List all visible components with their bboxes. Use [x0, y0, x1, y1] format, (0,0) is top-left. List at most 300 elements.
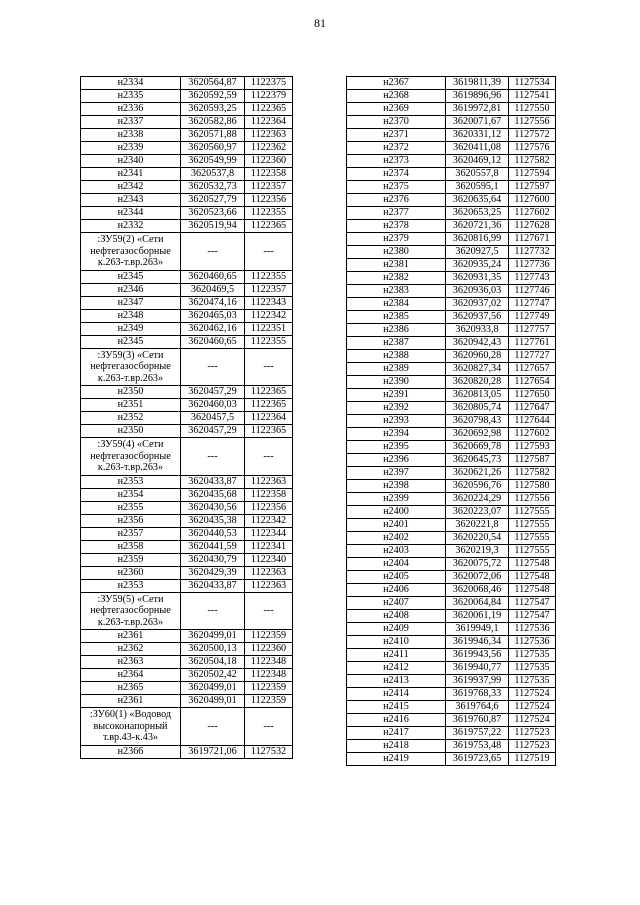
y-coordinate: 1127555: [509, 532, 556, 545]
point-id: н2416: [347, 714, 446, 727]
x-coordinate: 3620937,02: [446, 298, 509, 311]
table-row: [81, 643, 293, 656]
point-id: н2337: [81, 116, 181, 129]
point-id: н2388: [347, 350, 446, 363]
point-id: н2373: [347, 155, 446, 168]
point-id: н2346: [81, 283, 181, 296]
table-row: [81, 475, 293, 488]
x-coordinate: 3620499,01: [181, 695, 245, 708]
table-row: [347, 558, 556, 571]
point-id: н2389: [347, 363, 446, 376]
x-coordinate: 3620557,8: [446, 168, 509, 181]
x-coordinate: 3620502,42: [181, 669, 245, 682]
y-coordinate: 1127761: [509, 337, 556, 350]
table-row: [347, 467, 556, 480]
x-coordinate: 3620469,12: [446, 155, 509, 168]
x-coordinate: 3620692,98: [446, 428, 509, 441]
point-id: н2402: [347, 532, 446, 545]
table-row: [347, 506, 556, 519]
x-coordinate: 3620469,5: [181, 283, 245, 296]
section-title: :ЗУ59(3) «Сети нефтегазосборные к.263-т.вр.263»: [81, 348, 181, 386]
y-coordinate: 1122348: [245, 669, 293, 682]
section-row: [81, 708, 293, 746]
y-coordinate: 1122355: [245, 207, 293, 220]
y-coordinate: 1127597: [509, 181, 556, 194]
x-coordinate: 3620820,28: [446, 376, 509, 389]
x-coordinate: 3620537,8: [181, 168, 245, 181]
x-coordinate: 3619937,99: [446, 675, 509, 688]
point-id: н2347: [81, 296, 181, 309]
x-coordinate: 3620221,8: [446, 519, 509, 532]
y-coordinate: 1122365: [245, 386, 293, 399]
y-coordinate: 1122348: [245, 656, 293, 669]
table-row: [81, 181, 293, 194]
x-coordinate: 3619940,77: [446, 662, 509, 675]
coordinates-table-left: [80, 76, 293, 759]
table-row: [347, 116, 556, 129]
point-id: н2398: [347, 480, 446, 493]
table-row: [81, 656, 293, 669]
table-row: [347, 376, 556, 389]
y-coordinate: 1127576: [509, 142, 556, 155]
point-id: н2344: [81, 207, 181, 220]
table-row: [347, 350, 556, 363]
y-coordinate: ---: [245, 592, 293, 630]
point-id: н2354: [81, 488, 181, 501]
table-row: [347, 623, 556, 636]
table-row: [81, 488, 293, 501]
y-coordinate: 1122359: [245, 630, 293, 643]
y-coordinate: 1122358: [245, 488, 293, 501]
y-coordinate: 1127524: [509, 701, 556, 714]
table-row: [81, 322, 293, 335]
x-coordinate: 3620816,99: [446, 233, 509, 246]
x-coordinate: 3619723,65: [446, 753, 509, 766]
point-id: н2353: [81, 475, 181, 488]
x-coordinate: 3619946,34: [446, 636, 509, 649]
table-row: [81, 296, 293, 309]
point-id: н2404: [347, 558, 446, 571]
point-id: н2367: [347, 77, 446, 90]
point-id: н2357: [81, 527, 181, 540]
x-coordinate: 3620457,29: [181, 386, 245, 399]
table-row: [347, 415, 556, 428]
x-coordinate: ---: [181, 592, 245, 630]
table-row: [81, 399, 293, 412]
y-coordinate: 1122359: [245, 682, 293, 695]
y-coordinate: 1122343: [245, 296, 293, 309]
table-row: [347, 389, 556, 402]
y-coordinate: ---: [245, 348, 293, 386]
table-row: [347, 649, 556, 662]
point-id: н2351: [81, 399, 181, 412]
table-row: [347, 701, 556, 714]
point-id: н2375: [347, 181, 446, 194]
x-coordinate: 3620827,34: [446, 363, 509, 376]
point-id: н2352: [81, 412, 181, 425]
point-id: н2368: [347, 90, 446, 103]
table-row: [347, 428, 556, 441]
table-row: [81, 207, 293, 220]
table-row: [347, 220, 556, 233]
y-coordinate: 1127736: [509, 259, 556, 272]
x-coordinate: 3620433,87: [181, 475, 245, 488]
y-coordinate: 1127600: [509, 194, 556, 207]
x-coordinate: 3620592,59: [181, 90, 245, 103]
table-row: [347, 337, 556, 350]
x-coordinate: 3620560,97: [181, 142, 245, 155]
table-row: [347, 480, 556, 493]
point-id: н2413: [347, 675, 446, 688]
table-row: [347, 714, 556, 727]
point-id: н2376: [347, 194, 446, 207]
y-coordinate: 1127541: [509, 90, 556, 103]
y-coordinate: 1122342: [245, 514, 293, 527]
table-row: [347, 90, 556, 103]
y-coordinate: ---: [245, 708, 293, 746]
table-row: [347, 532, 556, 545]
point-id: н2335: [81, 90, 181, 103]
point-id: н2385: [347, 311, 446, 324]
table-row: [347, 597, 556, 610]
x-coordinate: 3620440,53: [181, 527, 245, 540]
y-coordinate: 1122344: [245, 527, 293, 540]
x-coordinate: 3620071,67: [446, 116, 509, 129]
point-id: н2407: [347, 597, 446, 610]
x-coordinate: 3620460,03: [181, 399, 245, 412]
x-coordinate: 3619764,6: [446, 701, 509, 714]
x-coordinate: 3620474,16: [181, 296, 245, 309]
y-coordinate: 1127746: [509, 285, 556, 298]
x-coordinate: 3620460,65: [181, 270, 245, 283]
table-row: [81, 695, 293, 708]
table-row: [347, 233, 556, 246]
x-coordinate: 3620653,25: [446, 207, 509, 220]
table-row: [347, 441, 556, 454]
table-row: [347, 142, 556, 155]
x-coordinate: 3620936,03: [446, 285, 509, 298]
y-coordinate: 1122375: [245, 77, 293, 90]
x-coordinate: 3620523,66: [181, 207, 245, 220]
table-row: [81, 168, 293, 181]
table-row: [81, 566, 293, 579]
table-row: [81, 579, 293, 592]
x-coordinate: 3620223,07: [446, 506, 509, 519]
x-coordinate: ---: [181, 233, 245, 271]
x-coordinate: 3620933,8: [446, 324, 509, 337]
table-row: [81, 129, 293, 142]
y-coordinate: 1127749: [509, 311, 556, 324]
point-id: н2343: [81, 194, 181, 207]
point-id: н2414: [347, 688, 446, 701]
point-id: н2380: [347, 246, 446, 259]
x-coordinate: 3619943,56: [446, 649, 509, 662]
x-coordinate: ---: [181, 438, 245, 476]
table-row: [347, 571, 556, 584]
y-coordinate: 1127519: [509, 753, 556, 766]
x-coordinate: 3620582,86: [181, 116, 245, 129]
point-id: н2408: [347, 610, 446, 623]
x-coordinate: 3620430,79: [181, 553, 245, 566]
point-id: н2409: [347, 623, 446, 636]
table-row: [347, 727, 556, 740]
x-coordinate: 3620061,19: [446, 610, 509, 623]
table-row: [347, 610, 556, 623]
point-id: н2358: [81, 540, 181, 553]
y-coordinate: 1127547: [509, 610, 556, 623]
point-id: н2338: [81, 129, 181, 142]
y-coordinate: 1127535: [509, 675, 556, 688]
table-row: [347, 545, 556, 558]
x-coordinate: 3620072,06: [446, 571, 509, 584]
point-id: н2345: [81, 335, 181, 348]
table-row: [81, 745, 293, 758]
table-row: [347, 584, 556, 597]
x-coordinate: 3620813,05: [446, 389, 509, 402]
section-row: [81, 348, 293, 386]
y-coordinate: 1127732: [509, 246, 556, 259]
table-row: [81, 501, 293, 514]
y-coordinate: 1127536: [509, 636, 556, 649]
point-id: н2345: [81, 270, 181, 283]
y-coordinate: 1122365: [245, 399, 293, 412]
y-coordinate: 1122342: [245, 309, 293, 322]
x-coordinate: 3620430,56: [181, 501, 245, 514]
point-id: н2405: [347, 571, 446, 584]
table-row: [347, 636, 556, 649]
table-row: [81, 220, 293, 233]
table-row: [347, 168, 556, 181]
y-coordinate: 1127532: [245, 745, 293, 758]
point-id: н2410: [347, 636, 446, 649]
table-row: [81, 527, 293, 540]
table-row: [347, 181, 556, 194]
point-id: н2369: [347, 103, 446, 116]
x-coordinate: 3620593,25: [181, 103, 245, 116]
point-id: н2391: [347, 389, 446, 402]
point-id: н2336: [81, 103, 181, 116]
y-coordinate: 1127550: [509, 103, 556, 116]
point-id: н2349: [81, 322, 181, 335]
x-coordinate: 3620595,1: [446, 181, 509, 194]
y-coordinate: 1127757: [509, 324, 556, 337]
x-coordinate: 3620721,36: [446, 220, 509, 233]
table-row: [347, 493, 556, 506]
x-coordinate: 3619768,33: [446, 688, 509, 701]
table-row: [347, 298, 556, 311]
y-coordinate: 1127594: [509, 168, 556, 181]
point-id: н2356: [81, 514, 181, 527]
x-coordinate: 3620220,54: [446, 532, 509, 545]
y-coordinate: 1127587: [509, 454, 556, 467]
x-coordinate: 3620927,5: [446, 246, 509, 259]
table-row: [81, 412, 293, 425]
point-id: н2383: [347, 285, 446, 298]
table-row: [81, 283, 293, 296]
point-id: н2379: [347, 233, 446, 246]
point-id: н2355: [81, 501, 181, 514]
point-id: н2403: [347, 545, 446, 558]
x-coordinate: 3620935,24: [446, 259, 509, 272]
point-id: н2400: [347, 506, 446, 519]
y-coordinate: 1122355: [245, 335, 293, 348]
y-coordinate: 1127524: [509, 688, 556, 701]
point-id: н2364: [81, 669, 181, 682]
section-row: [81, 233, 293, 271]
y-coordinate: 1122359: [245, 695, 293, 708]
x-coordinate: 3620798,43: [446, 415, 509, 428]
x-coordinate: 3620931,35: [446, 272, 509, 285]
x-coordinate: 3620960,28: [446, 350, 509, 363]
section-title: :ЗУ60(1) «Водовод высоконапорный т.вр.43-к.43»: [81, 708, 181, 746]
point-id: н2382: [347, 272, 446, 285]
y-coordinate: 1122340: [245, 553, 293, 566]
point-id: н2332: [81, 220, 181, 233]
table-row: [81, 77, 293, 90]
table-row: [81, 425, 293, 438]
point-id: н2339: [81, 142, 181, 155]
y-coordinate: 1127535: [509, 662, 556, 675]
point-id: н2365: [81, 682, 181, 695]
y-coordinate: 1127644: [509, 415, 556, 428]
x-coordinate: 3620462,16: [181, 322, 245, 335]
section-title: :ЗУ59(4) «Сети нефтегазосборные к.263-т.вр.263»: [81, 438, 181, 476]
y-coordinate: 1127671: [509, 233, 556, 246]
section-row: [81, 438, 293, 476]
point-id: н2381: [347, 259, 446, 272]
point-id: н2377: [347, 207, 446, 220]
x-coordinate: 3620621,26: [446, 467, 509, 480]
y-coordinate: 1127523: [509, 727, 556, 740]
x-coordinate: 3620596,76: [446, 480, 509, 493]
table-row: [347, 207, 556, 220]
y-coordinate: 1127657: [509, 363, 556, 376]
point-id: н2350: [81, 425, 181, 438]
x-coordinate: 3620504,18: [181, 656, 245, 669]
y-coordinate: 1122362: [245, 142, 293, 155]
y-coordinate: 1127743: [509, 272, 556, 285]
x-coordinate: 3620942,43: [446, 337, 509, 350]
point-id: н2350: [81, 386, 181, 399]
point-id: н2418: [347, 740, 446, 753]
x-coordinate: 3620564,87: [181, 77, 245, 90]
table-row: [81, 682, 293, 695]
table-row: [81, 155, 293, 168]
y-coordinate: 1127602: [509, 207, 556, 220]
table-row: [81, 630, 293, 643]
y-coordinate: 1122379: [245, 90, 293, 103]
y-coordinate: 1122363: [245, 475, 293, 488]
y-coordinate: 1122360: [245, 643, 293, 656]
point-id: н2395: [347, 441, 446, 454]
table-row: [81, 669, 293, 682]
point-id: н2360: [81, 566, 181, 579]
table-row: [347, 194, 556, 207]
y-coordinate: 1122360: [245, 155, 293, 168]
y-coordinate: 1122363: [245, 566, 293, 579]
y-coordinate: 1122363: [245, 129, 293, 142]
x-coordinate: 3620645,73: [446, 454, 509, 467]
table-row: [81, 142, 293, 155]
y-coordinate: 1127548: [509, 584, 556, 597]
table-row: [347, 129, 556, 142]
y-coordinate: 1127534: [509, 77, 556, 90]
table-row: [347, 662, 556, 675]
y-coordinate: 1122358: [245, 168, 293, 181]
x-coordinate: 3620465,03: [181, 309, 245, 322]
y-coordinate: 1127555: [509, 519, 556, 532]
x-coordinate: 3620527,79: [181, 194, 245, 207]
x-coordinate: 3620571,88: [181, 129, 245, 142]
x-coordinate: 3619760,87: [446, 714, 509, 727]
table-row: [81, 309, 293, 322]
point-id: н2374: [347, 168, 446, 181]
x-coordinate: 3620499,01: [181, 682, 245, 695]
point-id: н2342: [81, 181, 181, 194]
x-coordinate: 3620429,39: [181, 566, 245, 579]
y-coordinate: 1122365: [245, 220, 293, 233]
point-id: н2406: [347, 584, 446, 597]
table-row: [81, 553, 293, 566]
table-row: [347, 753, 556, 766]
x-coordinate: 3620435,68: [181, 488, 245, 501]
x-coordinate: 3620500,13: [181, 643, 245, 656]
table-row: [347, 246, 556, 259]
y-coordinate: 1127580: [509, 480, 556, 493]
table-row: [81, 386, 293, 399]
y-coordinate: 1127547: [509, 597, 556, 610]
point-id: н2384: [347, 298, 446, 311]
table-row: [81, 103, 293, 116]
point-id: н2340: [81, 155, 181, 168]
page-number: 81: [314, 16, 326, 30]
y-coordinate: 1122363: [245, 579, 293, 592]
y-coordinate: 1127593: [509, 441, 556, 454]
y-coordinate: 1127524: [509, 714, 556, 727]
point-id: н2396: [347, 454, 446, 467]
point-id: н2411: [347, 649, 446, 662]
y-coordinate: 1127548: [509, 571, 556, 584]
x-coordinate: ---: [181, 348, 245, 386]
x-coordinate: 3619949,1: [446, 623, 509, 636]
y-coordinate: 1127628: [509, 220, 556, 233]
point-id: н2401: [347, 519, 446, 532]
x-coordinate: 3620411,08: [446, 142, 509, 155]
table-row: [347, 155, 556, 168]
point-id: н2419: [347, 753, 446, 766]
y-coordinate: 1122356: [245, 501, 293, 514]
y-coordinate: 1127556: [509, 116, 556, 129]
y-coordinate: 1122341: [245, 540, 293, 553]
table-row: [81, 116, 293, 129]
y-coordinate: ---: [245, 233, 293, 271]
point-id: н2334: [81, 77, 181, 90]
y-coordinate: 1122357: [245, 283, 293, 296]
table-row: [347, 324, 556, 337]
table-row: [347, 285, 556, 298]
y-coordinate: 1127727: [509, 350, 556, 363]
x-coordinate: 3620068,46: [446, 584, 509, 597]
y-coordinate: 1127747: [509, 298, 556, 311]
x-coordinate: 3619811,39: [446, 77, 509, 90]
x-coordinate: 3619896,96: [446, 90, 509, 103]
x-coordinate: 3620499,01: [181, 630, 245, 643]
point-id: н2372: [347, 142, 446, 155]
x-coordinate: 3620460,65: [181, 335, 245, 348]
y-coordinate: 1122351: [245, 322, 293, 335]
point-id: н2359: [81, 553, 181, 566]
point-id: н2390: [347, 376, 446, 389]
